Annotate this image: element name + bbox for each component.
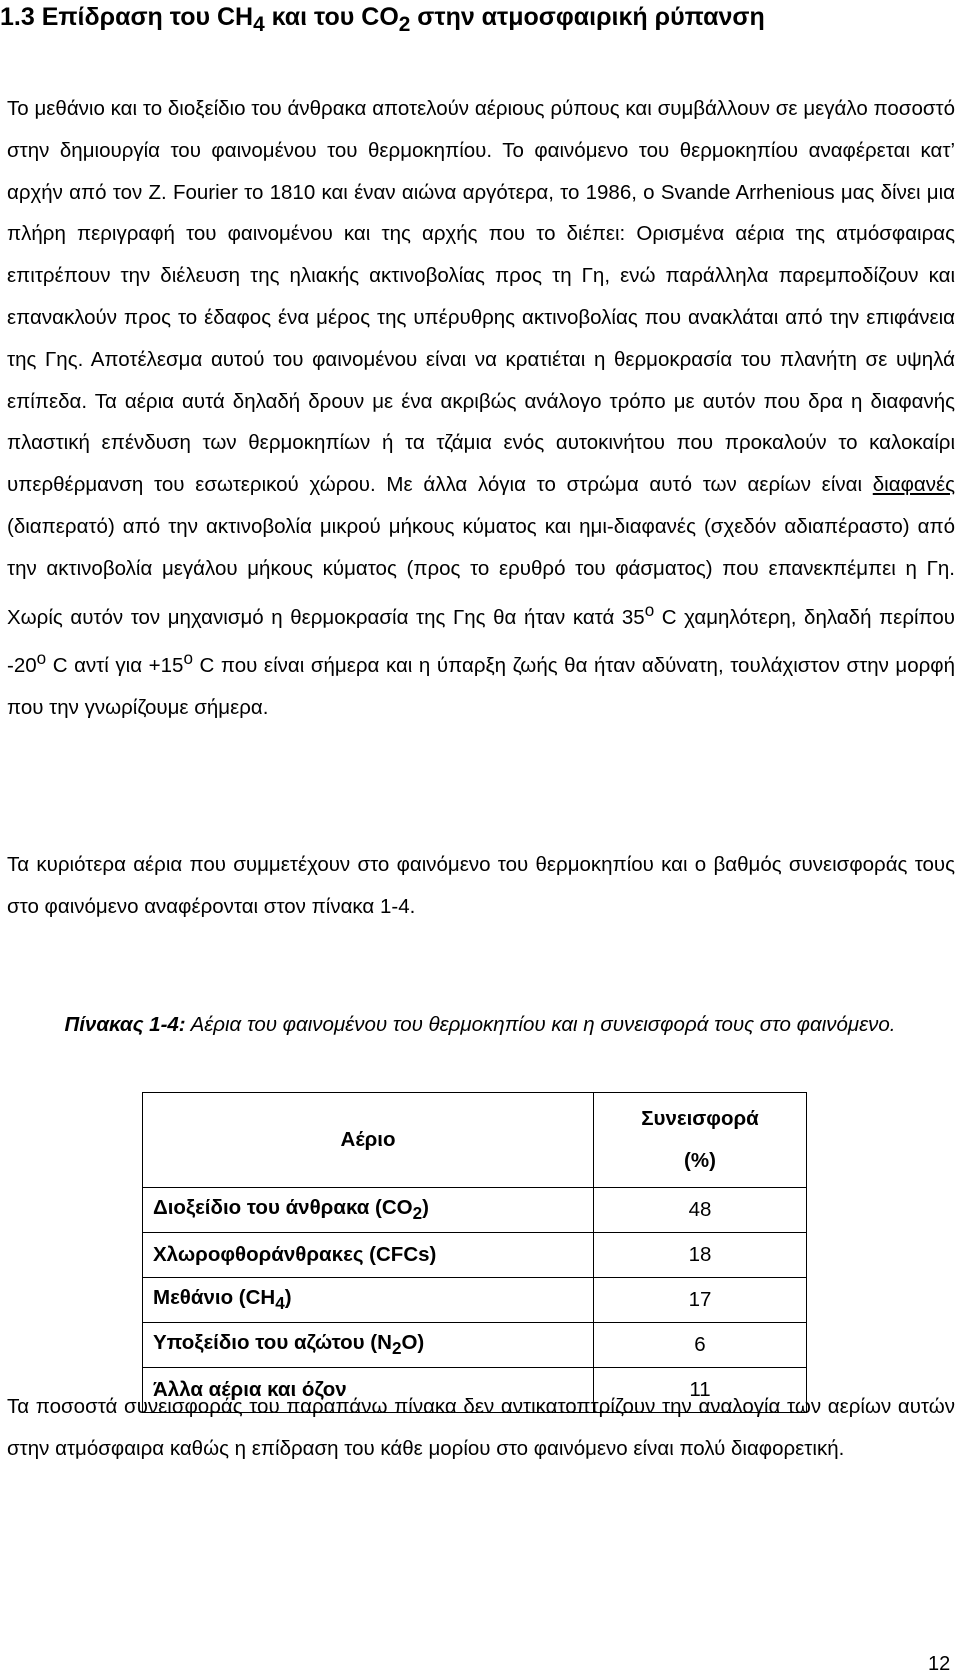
heading-subscript-co2: 2 bbox=[398, 13, 411, 36]
contribution-cell: 11 bbox=[594, 1368, 807, 1413]
heading-text-end: στην ατμοσφαιρική ρύπανση bbox=[410, 3, 765, 31]
degree-mark: ο bbox=[36, 649, 47, 669]
heading-text-middle: και του CO bbox=[264, 3, 399, 31]
gas-name: Διοξείδιο του άνθρακα (CO bbox=[153, 1195, 413, 1219]
table-caption-label: Πίνακας 1-4: bbox=[64, 1013, 186, 1036]
table-row bbox=[143, 1233, 807, 1278]
paragraph-text: C αντί για +15 bbox=[46, 654, 184, 678]
paragraph-text: Το μεθάνιο και το διοξείδιο του άνθρακα αποτελούν αέριους ρύπους και συμβάλλουν σε μεγάλο ποσοστό στην δημιουργία του φαινομένου του θερμοκηπίου. Το φαινόμενο του θερμοκηπίου αναφέρεται κατ’ αρχήν από τον Ζ. Fourier το 1810 και έναν αιώνα αργότερα, το 1986, ο Svande Arrhenious μας δίνει μια πλήρη περιγραφή του φαινομένου και της αρχής που το διέπει: Ορισμένα αέρια της ατμόσφαιρας επιτρέπουν την διέλευση της ηλιακής ακτινοβολίας προς τη Γη, ενώ παράλληλα παρεμποδίζουν και επανακλούν προς το έδαφος ένα μέρος της υπέρυθρης ακτινοβολίας που ανακλάται από την επιφάνεια της Γης. Αποτέλεσμα αυτού του φαινομένου είναι να κρατιέται η θερμοκρασία του πλανήτη σε υψηλά επίπεδα. Τα αέρια αυτά δηλαδή δρουν με ένα ακριβώς ανάλογο τρόπο με αυτόν που δρα η διαφανής πλαστική επένδυση των θερμοκηπίων ή τα τζάμια ενός αυτοκινήτου που προκαλούν το καλοκαίρι υπερθέρμανση του εσωτερικού χώρου. Με άλλα λόγια το στρώμα αυτό των αερίων είναι bbox=[7, 97, 955, 497]
header-contribution bbox=[594, 1093, 807, 1188]
header-gas: Αέριο bbox=[143, 1093, 594, 1188]
contribution-cell: 48 bbox=[594, 1188, 807, 1233]
gas-subscript: 2 bbox=[391, 1339, 402, 1359]
gas-name: Μεθάνιο (CH bbox=[153, 1285, 276, 1309]
degree-mark: ο bbox=[644, 600, 655, 620]
contribution-cell: 17 bbox=[594, 1278, 807, 1323]
gas-name-cell bbox=[143, 1323, 594, 1368]
table-caption bbox=[30, 1003, 930, 1047]
gas-name-cell bbox=[143, 1188, 594, 1233]
gas-name-end: O) bbox=[401, 1330, 425, 1354]
heading-text-start: 1.3 Επίδραση του CH bbox=[0, 3, 254, 31]
contribution-cell: 18 bbox=[594, 1233, 807, 1278]
greenhouse-gases-table bbox=[142, 1092, 807, 1413]
paragraph-table-note: Τα ποσοστά συνεισφοράς του παραπάνω πίνακα δεν αντικατοπτρίζουν την αναλογία των αερίων αυτών στην ατμόσφαιρα καθώς η επίδραση του κάθε μορίου στο φαινόμενο είναι πολύ διαφορετική. bbox=[7, 1395, 955, 1460]
gas-name-cell bbox=[143, 1278, 594, 1323]
header-contribution-unit: (%) bbox=[684, 1149, 716, 1172]
section-heading bbox=[0, 2, 765, 40]
table-row bbox=[143, 1278, 807, 1323]
table-header-row bbox=[143, 1093, 807, 1188]
gas-name: Άλλα αέρια και όζον bbox=[153, 1378, 347, 1401]
underlined-word: διαφανές bbox=[872, 473, 955, 497]
paragraph-text: (διαπερατό) από την ακτινοβολία μικρού μήκους κύματος και ημι-διαφανές (σχεδόν αδιαπέραστο) από την ακτινοβολία μεγάλου μήκους κύματος (προς το ερυθρό του φάσματος) που επανεκπέμπει η Γη. Χωρίς αυτόν τον μηχανισμό η θερμοκρασία της Γης θα ήταν κατά 35 bbox=[7, 514, 955, 629]
gas-name: Υποξείδιο του αζώτου (N bbox=[153, 1330, 392, 1354]
table-row bbox=[143, 1323, 807, 1368]
paragraph-table-intro: Τα κυριότερα αέρια που συμμετέχουν στο φαινόμενο του θερμοκηπίου και ο βαθμός συνεισφοράς τους στο φαινόμενο αναφέρονται στον πίνακα 1-4. bbox=[7, 853, 955, 918]
gas-subscript: 2 bbox=[412, 1204, 423, 1224]
gas-name-end: ) bbox=[284, 1285, 292, 1309]
header-contribution-label: Συνεισφορά bbox=[641, 1107, 759, 1130]
table-caption-text: Αέρια του φαινομένου του θερμοκηπίου και η συνεισφορά τους στο φαινόμενο. bbox=[185, 1013, 896, 1036]
page-number: 12 bbox=[928, 1653, 951, 1675]
gas-name-cell bbox=[143, 1233, 594, 1278]
degree-mark: ο bbox=[183, 649, 193, 669]
paragraph-greenhouse-effect bbox=[7, 88, 955, 729]
paragraph-text: C χαμηλότερη, δηλαδή περίπου -20 bbox=[7, 605, 955, 678]
table-row bbox=[143, 1188, 807, 1233]
gas-name: Χλωροφθοράνθρακες (CFCs) bbox=[153, 1243, 437, 1266]
gas-name-end: ) bbox=[422, 1195, 429, 1219]
paragraph-text: C που είναι σήμερα και η ύπαρξη ζωής θα ήταν αδύνατη, τουλάχιστον στην μορφή που την γνωρίζουμε σήμερα. bbox=[7, 654, 955, 719]
heading-subscript-ch4: 4 bbox=[253, 13, 265, 36]
gas-subscript: 4 bbox=[275, 1294, 285, 1314]
contribution-cell: 6 bbox=[594, 1323, 807, 1368]
